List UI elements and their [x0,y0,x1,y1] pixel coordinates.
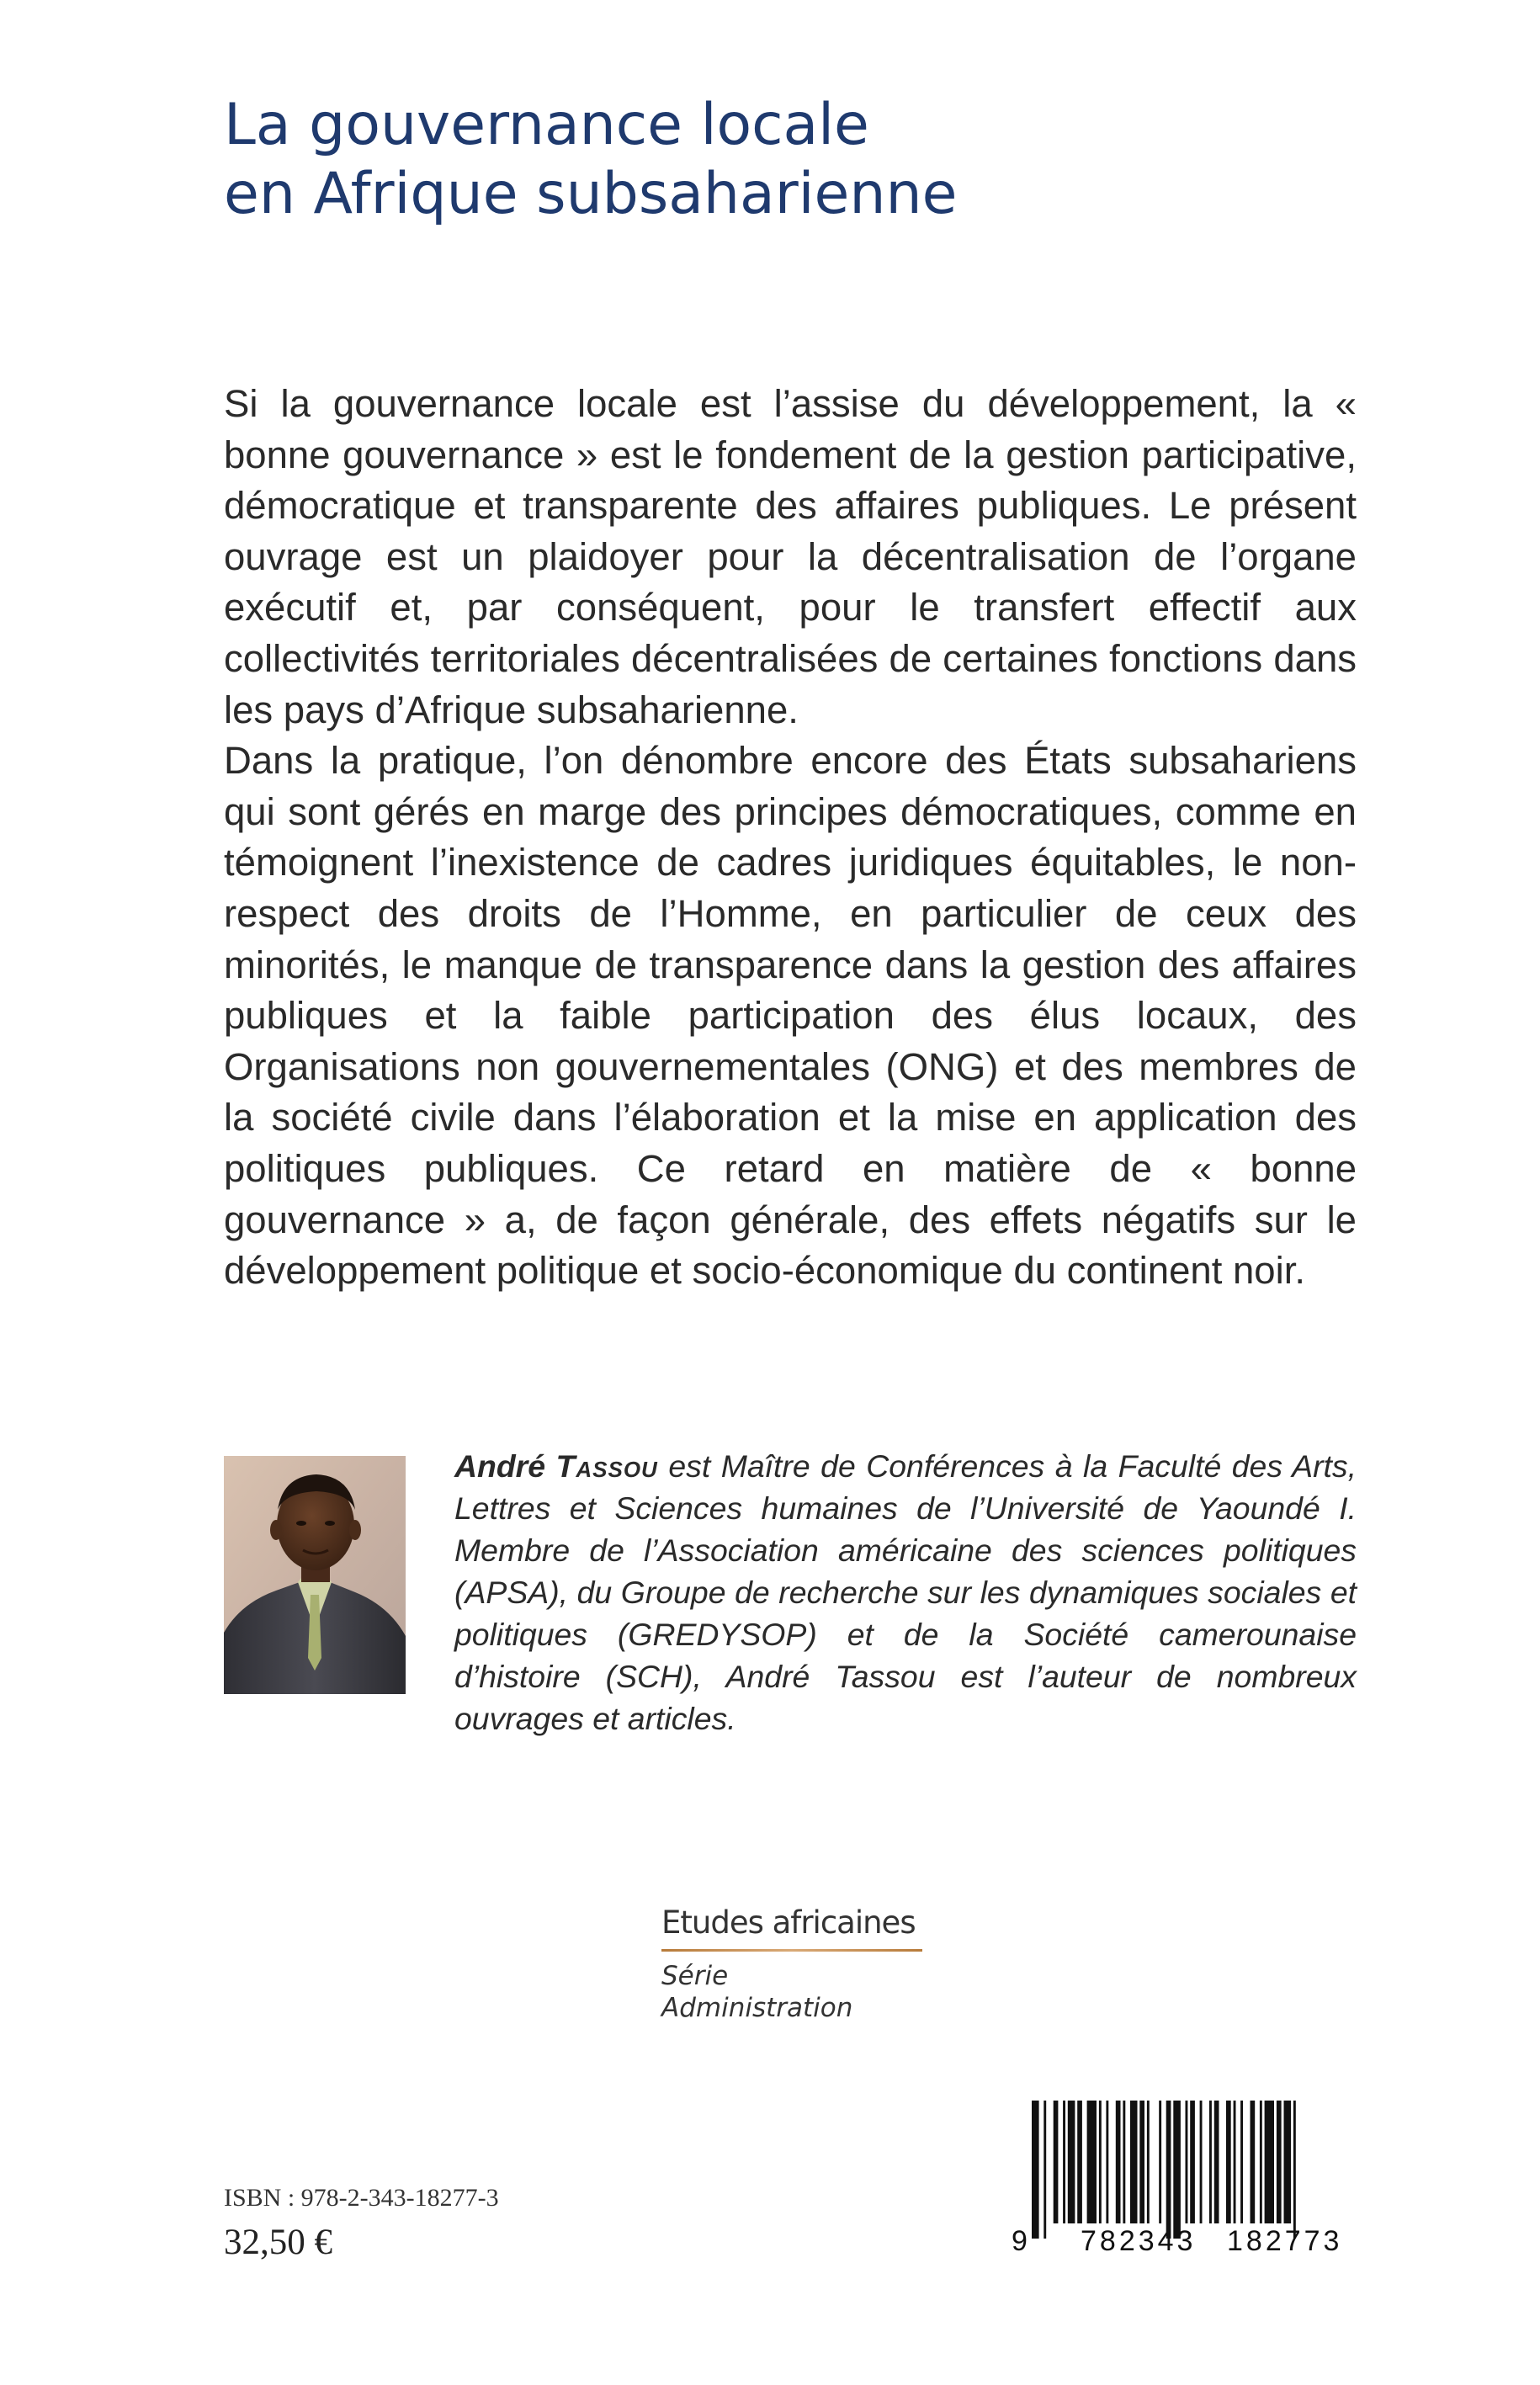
author-photo [224,1456,406,1694]
barcode-bar [1200,2101,1203,2223]
isbn: ISBN : 978-2-343-18277-3 [224,2184,499,2212]
barcode-bar [1087,2101,1097,2223]
barcode-bar [1147,2101,1150,2223]
barcode-bar [1099,2101,1102,2223]
barcode-bar [1173,2101,1181,2239]
barcode-bar [1186,2101,1188,2223]
barcode-bar [1139,2101,1144,2223]
barcode-bar [1260,2101,1262,2223]
barcode-bar [1077,2101,1082,2223]
blurb [224,379,1357,1297]
barcode-bar [1159,2101,1161,2223]
barcode-bar [1043,2101,1046,2239]
barcode-bar [1063,2101,1065,2223]
barcode-left-digits: 782343 [1081,2225,1197,2255]
blurb-paragraph-1: Si la gouvernance locale est l’assise du développement, la « bonne gouvernance » est le fondement de la gestion participative, démocratique et transparente des affaires publiques. Le présent ouvrage est un plaidoyer pour la décentralisation de l’organe exécutif et, par conséquent, pour le transfert effectif aux collectivités territoriales décentralisées de certaines fonctions dans les pays d’Afrique subsaharienne. [224,382,1357,731]
author-first-name: André [454,1448,546,1484]
price: 32,50 € [224,2223,332,2262]
barcode-bar [1166,2101,1171,2239]
barcode-bar [1116,2101,1121,2223]
barcode-bar [1190,2101,1195,2223]
barcode-lead-digit: 9 [1012,2225,1028,2255]
barcode-bar [1265,2101,1274,2223]
barcode-bar [1251,2101,1256,2223]
barcode-bar [1293,2101,1296,2239]
barcode-bar [1234,2101,1236,2223]
barcode-bar [1054,2101,1059,2223]
barcode-bar [1214,2101,1219,2223]
barcode-bar [1130,2101,1138,2223]
book-title-line-1: La gouvernance locale [224,92,869,158]
barcode-bar [1277,2101,1282,2223]
barcode-bar [1284,2101,1292,2223]
barcode-bar [1123,2101,1125,2223]
series-divider [661,1949,922,1952]
barcode [1006,2096,1360,2255]
barcode-bar [1240,2101,1243,2223]
blurb-paragraph-2: Dans la pratique, l’on dénombre encore des États subsahariens qui sont gérés en marge des principes démocratiques, comme en témoignent l’inexistence de cadres juridiques équitables, le non-respect des droits de l’Homme, en particulier de ceux des minorités, le manque de transparence dans la gestion des affaires publiques et la faible participation des élus locaux, des Organisations non gouvernementales (ONG) et des membres de la société civile dans l’élaboration et la mise en application des politiques publiques. Ce retard en matière de « bonne gouvernance » a, de façon générale, des effets négatifs sur le développement politique et socio-économique du continent noir. [224,739,1357,1293]
barcode-bar [1226,2101,1231,2223]
author-last-name: Tassou [555,1448,658,1484]
series-logo [661,1904,922,2024]
book-title-line-2: en Afrique subsaharienne [224,161,958,227]
book-title [224,91,1402,229]
barcode-bar [1209,2101,1212,2223]
author-portrait-illustration [224,1456,406,1694]
barcode-bar [1106,2101,1108,2223]
barcode-bar [1032,2101,1039,2239]
series-name: Etudes africaines [661,1904,916,1941]
series-subtitle: Série Administration [661,1961,853,2023]
barcode-bar [1068,2101,1075,2223]
author-bio-text: est Maître de Conférences à la Faculté des Arts, Lettres et Sciences humaines de l’Université de Yaoundé I. Membre de l’Association américaine des sciences politiques (APSA), du Groupe de recherche sur les dynamiques sociales et politiques (GREDYSOP) et de la Société camerounaise d’histoire (SCH), André Tassou est l’auteur de nombreux ouvrages et articles. [454,1448,1357,1736]
barcode-right-digits: 182773 [1227,2225,1343,2255]
author-bio [454,1445,1357,1740]
